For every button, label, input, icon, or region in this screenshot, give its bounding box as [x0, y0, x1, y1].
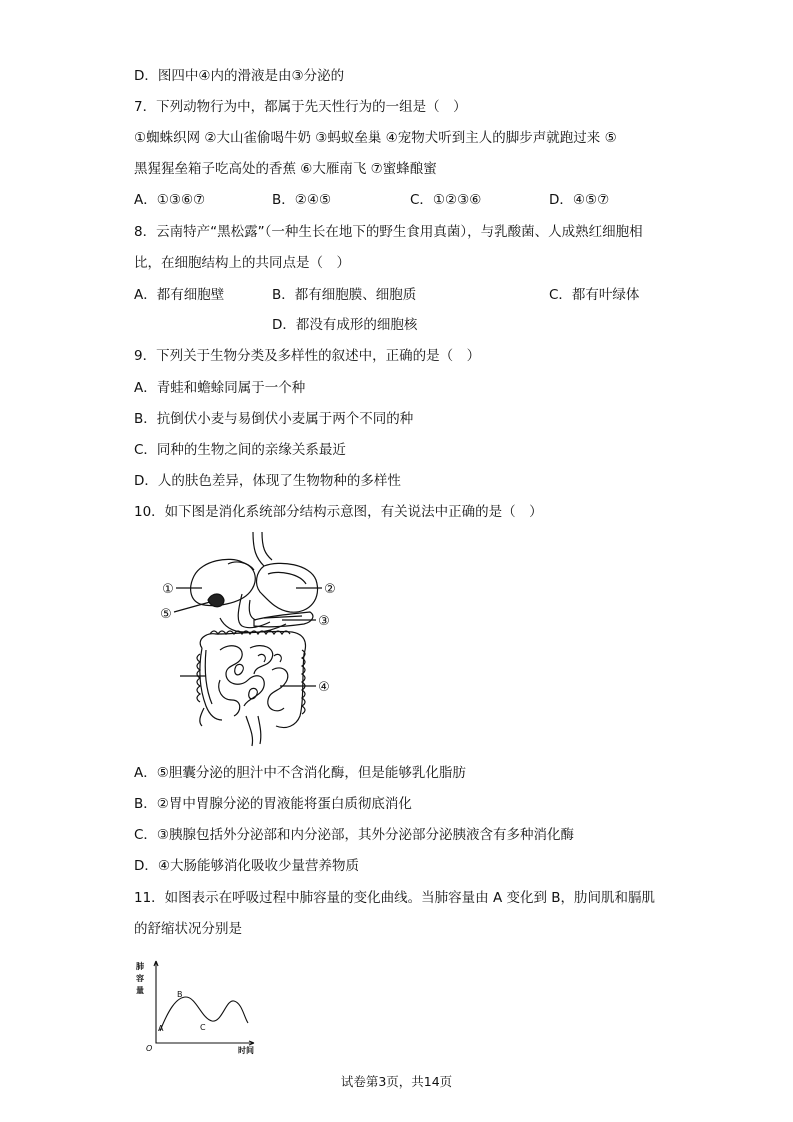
q8-option-c: C．都有叶绿体 — [549, 287, 640, 303]
fig-label-1: ① — [162, 582, 174, 597]
fig-label-2: ② — [324, 582, 336, 597]
y-label-1: 肺 — [136, 962, 144, 971]
point-a-label: A — [158, 1024, 164, 1033]
q9-option-a: A．青蛙和蟾蜍同属于一个种 — [134, 380, 306, 396]
x-axis-label: 时间 — [238, 1046, 254, 1055]
fig-label-4: ④ — [318, 680, 330, 695]
lung-capacity-graph — [130, 955, 265, 1060]
q9-stem: 9．下列关于生物分类及多样性的叙述中，正确的是（ ） — [134, 348, 481, 364]
digestive-system-figure — [150, 530, 350, 750]
q8-option-d: D．都没有成形的细胞核 — [272, 317, 418, 333]
y-label-2: 容 — [136, 974, 144, 983]
q7-items-2: 黑猩猩垒箱子吃高处的香蕉 ⑥大雁南飞 ⑦蜜蜂酿蜜 — [134, 161, 437, 177]
q9-option-b: B．抗倒伏小麦与易倒伏小麦属于两个不同的种 — [134, 411, 414, 427]
q7-option-a: A．①③⑥⑦ — [134, 192, 206, 208]
q11-stem-2: 的舒缩状况分别是 — [134, 921, 242, 937]
q10-stem: 10．如下图是消化系统部分结构示意图，有关说法中正确的是（ ） — [134, 504, 543, 520]
origin-label: O — [146, 1044, 153, 1053]
q8-option-a: A．都有细胞壁 — [134, 287, 225, 303]
q11-stem: 11．如图表示在呼吸过程中肺容量的变化曲线。当肺容量由 A 变化到 B，肋间肌和膈肌 — [134, 890, 656, 906]
point-b-label: B — [177, 990, 183, 999]
q7-stem: 7．下列动物行为中，都属于先天性行为的一组是（ ） — [134, 99, 467, 115]
q6-option-d: D．图四中④内的滑液是由③分泌的 — [134, 68, 345, 84]
q7-items-1: ①蜘蛛织网 ②大山雀偷喝牛奶 ③蚂蚁垒巢 ④宠物犬听到主人的脚步声就跑过来 ⑤ — [134, 130, 617, 146]
q8-stem: 8．云南特产“黑松露”（一种生长在地下的野生食用真菌），与乳酸菌、人成熟红细胞相 — [134, 224, 643, 240]
q7-option-b: B．②④⑤ — [272, 192, 332, 208]
q10-option-d: D．④大肠能够消化吸收少量营养物质 — [134, 858, 359, 874]
q7-option-c: C．①②③⑥ — [410, 192, 482, 208]
fig-label-3: ③ — [318, 614, 330, 629]
fig-label-5: ⑤ — [160, 607, 172, 622]
q8-option-b: B．都有细胞膜、细胞质 — [272, 287, 417, 303]
point-c-label: C — [200, 1023, 206, 1032]
q9-option-c: C．同种的生物之间的亲缘关系最近 — [134, 442, 346, 458]
page-footer: 试卷第3页，共14页 — [340, 1074, 453, 1089]
q10-option-b: B．②胃中胃腺分泌的胃液能将蛋白质彻底消化 — [134, 796, 412, 812]
y-label-3: 量 — [136, 986, 144, 995]
q9-option-d: D．人的肤色差异，体现了生物物种的多样性 — [134, 473, 401, 489]
q8-stem-2: 比，在细胞结构上的共同点是（ ） — [134, 255, 350, 271]
q7-option-d: D．④⑤⑦ — [549, 192, 610, 208]
q10-option-a: A．⑤胆囊分泌的胆汁中不含消化酶，但是能够乳化脂肪 — [134, 765, 466, 781]
q10-option-c: C．③胰腺包括外分泌部和内分泌部，其外分泌部分泌胰液含有多种消化酶 — [134, 827, 575, 843]
